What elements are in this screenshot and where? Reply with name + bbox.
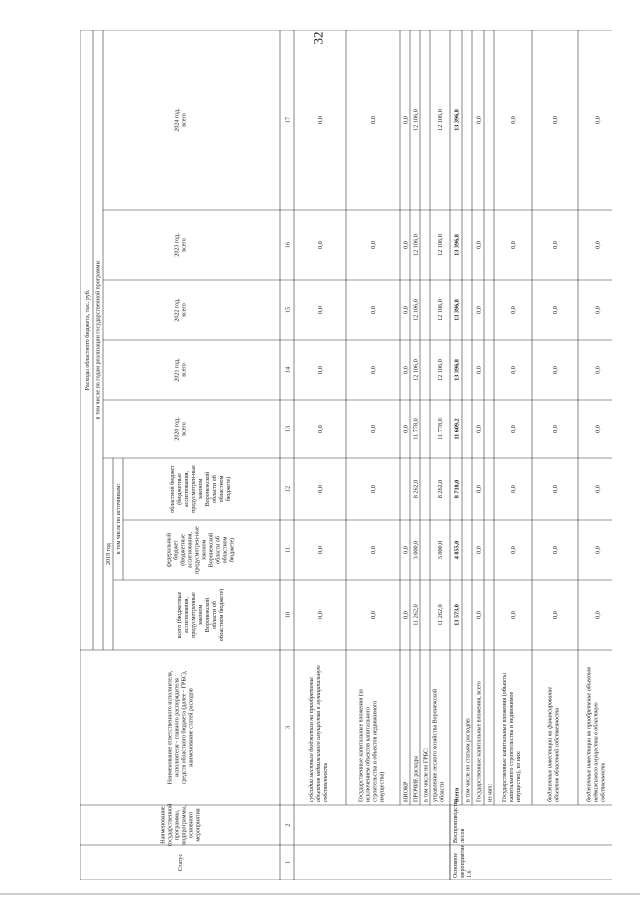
row-value: 0,0: [475, 425, 483, 433]
row-value: 12 106,0: [412, 109, 420, 131]
row-value: 0,0: [594, 425, 602, 433]
row-value: 13 573,0: [453, 604, 461, 626]
row-value: 0,0: [552, 241, 559, 249]
column-number: 1: [284, 860, 292, 865]
row-value: 12 106,0: [412, 359, 420, 381]
row-label: управление лесного хозяйства Воронежскойобласти: [432, 688, 446, 802]
row-label: ПРОЧИЕ расходы: [413, 755, 420, 802]
row-value: 0,0: [475, 546, 483, 554]
row-value: 0,0: [552, 425, 559, 433]
table-title: Расходы областного бюджета, тыс. руб.: [85, 289, 91, 391]
row-label: Государственные капитальные вложения (заисключением объектов капитальногостроительства и объектов недвижимогоимущества): [358, 689, 386, 802]
row-value: 0,0: [370, 546, 377, 554]
row-label: из них:: [487, 783, 494, 802]
row-status: Основноемероприятие1.6: [453, 844, 473, 878]
row-value: 13 396,8: [453, 299, 461, 321]
column-number: 13: [284, 425, 292, 433]
row-value: 12 106,0: [437, 299, 444, 321]
sources-label: в том числе по источникам:: [116, 483, 122, 555]
row-value: 12 106,0: [412, 299, 420, 321]
column-number: 14: [284, 366, 292, 374]
header-y2021: 2021 год,всего: [174, 358, 188, 382]
row-value: 0,0: [510, 306, 517, 314]
budget-table: [80, 30, 612, 880]
row-value: 0,0: [552, 485, 559, 493]
column-number: 11: [284, 547, 292, 553]
row-value: 12 106,0: [412, 234, 420, 256]
row-value: 0,0: [510, 485, 517, 493]
row-value: 0,0: [510, 546, 517, 554]
row-value: 0,0: [594, 611, 602, 619]
row-value: 0,0: [402, 116, 410, 124]
row-value: 0,0: [317, 241, 324, 249]
row-value: 0,0: [370, 366, 377, 374]
row-value: 0,0: [475, 116, 483, 124]
row-value: 0,0: [402, 546, 410, 554]
row-value: 0,0: [475, 366, 483, 374]
row-value: 0,0: [370, 241, 377, 249]
year-2019: 2019 год: [106, 543, 112, 565]
row-value: 0,0: [402, 306, 410, 314]
header-name: Наименованиегосударственнойпрограммы,подпрограммы,основногомероприятия: [160, 803, 202, 847]
row-name: Воспроизводстволесов: [453, 798, 466, 843]
scan-edge: [0, 893, 640, 895]
header-y2024: 2024 год,всего: [174, 108, 188, 132]
row-value: 0,0: [317, 485, 324, 493]
row-label: в том числе по ГРБС:: [423, 747, 430, 802]
row-value: 3 000,0: [437, 540, 444, 560]
row-value: 0,0: [370, 485, 377, 493]
column-number: 12: [284, 485, 292, 493]
row-value: 0,0: [594, 366, 602, 374]
row-label: субсидии местным бюджетам на приобретениеобъектов недвижимого имущества в муниципальнуюсобственность: [309, 665, 329, 802]
column-number: 2: [284, 823, 292, 827]
row-value: 0,0: [510, 116, 517, 124]
header-executor: Наименование ответственного исполнителя,исполнителя - главного распорядителясредств областного бюджета (далее - ГРБС),наименование статей расходов: [167, 670, 195, 785]
row-value: 12 106,0: [437, 359, 444, 381]
row-label: в том числе по статьям расходов:: [465, 717, 472, 802]
row-value: 0,0: [317, 306, 324, 314]
column-number: 17: [284, 116, 292, 124]
column-number: 3: [284, 725, 292, 730]
row-label: бюджетные инвестиции на финансированиеобъектов областной собственности: [547, 686, 561, 802]
table-text: [84, 108, 607, 878]
row-value: 0,0: [317, 366, 324, 374]
row-label: Государственные капитальные вложения (объектыкапитального строительства и недвижимоеимущество), из них:: [502, 673, 522, 802]
header-total: всего (бюджетныеассигнования,предусмотренныезакономВоронежскойобласти обобластном бюджете): [177, 588, 225, 642]
row-value: 0,0: [370, 306, 377, 314]
row-value: 0,0: [510, 611, 517, 619]
header-y2022: 2022 год,всего: [174, 298, 188, 322]
row-value: 0,0: [594, 485, 602, 493]
row-value: 0,0: [594, 546, 602, 554]
header-status: Статус: [178, 853, 184, 872]
header-regional: областной бюджет(бюджетныеассигнования,предусмотрен-ныезакономВоронежскойобласти обобластномбюджете): [170, 465, 232, 513]
row-value: 11 609,2: [453, 418, 461, 440]
row-value: 0,0: [552, 546, 559, 554]
row-value: 3 000,0: [412, 540, 420, 560]
row-label: Государственные капитальные вложения, всего: [476, 681, 483, 802]
row-value: 0,0: [594, 116, 602, 124]
row-value: 12 106,0: [437, 234, 444, 256]
row-value: 13 396,8: [453, 234, 461, 256]
row-value: 11 262,0: [412, 604, 420, 626]
header-federal: федеральныйбюджет(бюджетныеассигнования,предусмотрен-ныезакономВоронежскойобласти обобластномбюджете): [166, 526, 236, 574]
row-value: 0,0: [317, 116, 324, 124]
table-grid: [80, 30, 612, 880]
table-stage: [80, 30, 612, 880]
row-value: 0,0: [402, 425, 410, 433]
row-value: 13 396,8: [453, 109, 461, 131]
row-value: 0,0: [475, 306, 483, 314]
row-value: 11 262,0: [437, 604, 444, 626]
row-value: 0,0: [594, 306, 602, 314]
row-value: 0,0: [402, 241, 410, 249]
table-subtitle: в том числе по годам реализации государственной программы: [95, 260, 102, 420]
row-label: бюджетные инвестиции на приобретение объектовнедвижимого имущества в областнуюсобственность: [586, 667, 607, 802]
row-value: 0,0: [402, 366, 410, 374]
row-value: 8 718,0: [453, 479, 461, 499]
row-value: 8 262,0: [437, 479, 444, 499]
row-value: 12 106,0: [437, 109, 444, 131]
row-value: 0,0: [552, 116, 559, 124]
row-value: 0,0: [370, 611, 377, 619]
row-value: 0,0: [552, 611, 559, 619]
header-y2020: 2020 год,всего: [174, 417, 188, 441]
row-value: 0,0: [510, 425, 517, 433]
row-value: 0,0: [475, 485, 483, 493]
row-value: 0,0: [402, 611, 410, 619]
row-value: 11 778,0: [412, 418, 420, 440]
page-number: 32: [310, 31, 326, 45]
row-value: 4 855,0: [453, 540, 461, 560]
row-value: 0,0: [510, 241, 517, 249]
row-value: 0,0: [552, 306, 559, 314]
row-value: 0,0: [370, 116, 377, 124]
header-y2023: 2023 год,всего: [174, 233, 188, 257]
row-value: 8 262,0: [412, 479, 420, 499]
row-value: 0,0: [594, 241, 602, 249]
row-value: 13 396,8: [453, 359, 461, 381]
row-value: 0,0: [475, 241, 483, 249]
row-value: 0,0: [317, 611, 324, 619]
row-value: 0,0: [510, 366, 517, 374]
row-value: 0,0: [317, 546, 324, 554]
column-number: 15: [284, 306, 292, 314]
row-value: 0,0: [552, 366, 559, 374]
row-label: всего: [454, 787, 461, 802]
row-value: 0,0: [317, 425, 324, 433]
column-number: 16: [284, 241, 292, 249]
row-value: 0,0: [475, 611, 483, 619]
row-value: 0,0: [370, 425, 377, 433]
row-label: НИОКР: [403, 781, 410, 802]
row-value: 11 778,0: [437, 418, 444, 440]
column-number: 10: [284, 611, 292, 619]
